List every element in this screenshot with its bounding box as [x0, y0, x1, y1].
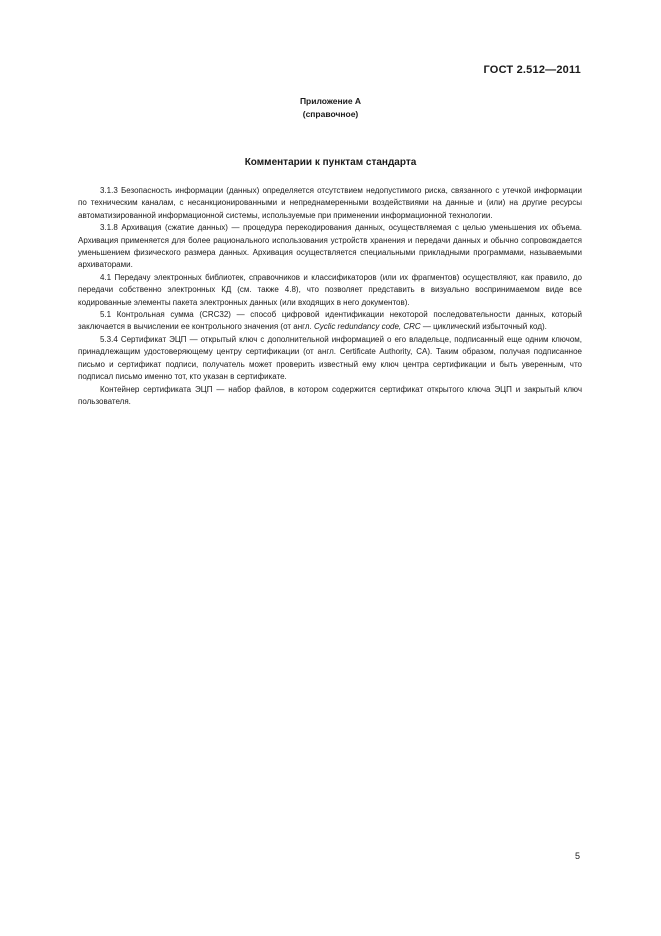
document-body: [78, 185, 582, 408]
paragraph-3-1-3: 3.1.3 Безопасность информации (данных) определяется отсутствием недопустимого риска, связанного с утечкой информации по техническим каналам, с несанкционированными и непреднамеренными воздействиями на данные и (или) на другие ресурсы автоматизированной информационной системы, используемые при применении информационной технологии.: [78, 186, 582, 220]
paragraph-3-1-8: 3.1.8 Архивация (сжатие данных) — процедура перекодирования данных, осуществляемая с целью уменьшения их объема. Архивация применяется для более рационального использования устройств хранения и передачи данных и обычно сопровождается уменьшением физического размера данных. Архивация осуществляется специальными прикладными программами, называемыми архиваторами.: [78, 223, 582, 270]
paragraph-5-1-text-end: — циклический избыточный код).: [420, 322, 547, 332]
paragraph-5-1: [78, 309, 582, 334]
appendix-heading: [0, 95, 661, 121]
paragraph-5-1-text-start: 5.1 Контрольная сумма (CRC32) — способ цифровой идентификации некоторой последовательности данных, который заключается в вычислении ее контрольного значения (от англ.: [78, 310, 582, 332]
appendix-subtitle: (справочное): [302, 109, 359, 119]
page-number: 5: [574, 851, 580, 861]
document-code: ГОСТ 2.512—2011: [483, 64, 581, 76]
paragraph-certificate-container: Контейнер сертификата ЭЦП — набор файлов, в котором содержится сертификат открытого ключа ЭЦП и закрытый ключ пользователя.: [78, 384, 582, 406]
paragraph-5-3-4: 5.3.4 Сертификат ЭЦП — открытый ключ с дополнительной информацией о его владельце, подписанный еще одним ключом, принадлежащим удостоверяющему центру сертификации (от англ. Certificate Authority, CA). Таким образом, получая подписанное письмо и сертификат подписи, получатель может проверить известный ему ключ центра сертификации и быть уверенным, что подписал письмо именно тот, кто указан в сертификате.: [78, 334, 582, 382]
paragraph-5-1-italic-term: Cyclic redundancy code, CRC: [313, 322, 421, 332]
paragraph-4-1: 4.1 Передачу электронных библиотек, справочников и классификаторов (или их фрагментов) осуществляют, как правило, до передачи собственно электронных КД (см. также 4.8), что позволяет представить в визуально воспринимаемом виде все кодированные элементы пакета электронных данных (или входящих в него документов).: [78, 272, 582, 307]
section-title: Комментарии к пунктам стандарта: [244, 157, 417, 168]
appendix-title: Приложение А: [299, 96, 362, 106]
